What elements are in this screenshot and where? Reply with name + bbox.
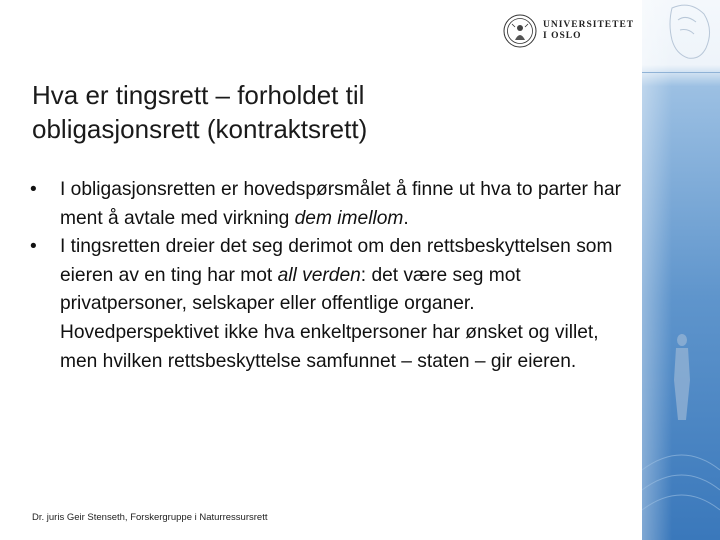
decorative-side-panel [642,0,720,540]
slide-title [32,78,622,146]
bullet-text-end: : det være seg mot privatpersoner, selskaper eller offentlige organer. Hovedperspektivet ikke hva enkeltpersoner har ønsket og villet, men hvilken rettsbeskyttelse samfunnet – staten – gir eieren. [60,264,599,372]
bullet-emphasis: dem imellom [294,207,404,229]
bullet-item [30,176,630,233]
bullet-marker: • [30,236,37,258]
bullet-marker: • [30,179,37,200]
university-name-line2: I OSLO [543,31,582,41]
bullet-list [30,176,630,376]
bullet-text: I tingsretten dreier det seg derimot om den rettsbeskyttelsen som eieren av en ting har mot [60,236,613,286]
university-logo [503,14,633,54]
footer-credit: Dr. juris Geir Stenseth, Forskergruppe i Naturressursrett [32,512,268,523]
panel-divider [642,72,720,73]
bullet-text-end: . [403,207,409,229]
bullet-emphasis: all verden [277,264,361,286]
university-name-line1: UNIVERSITETET [543,20,635,30]
bullet-item [30,233,630,376]
bullet-text: I obligasjonsretten er hovedspørsmålet å finne ut hva to parter har ment å avtale med virkning [60,179,622,229]
university-seal-icon [503,14,537,48]
slide-title-line1: Hva er tingsrett – forholdet til [32,80,365,110]
university-name [543,20,634,42]
slide-title-line2: obligasjonsrett (kontraktsrett) [32,114,368,144]
